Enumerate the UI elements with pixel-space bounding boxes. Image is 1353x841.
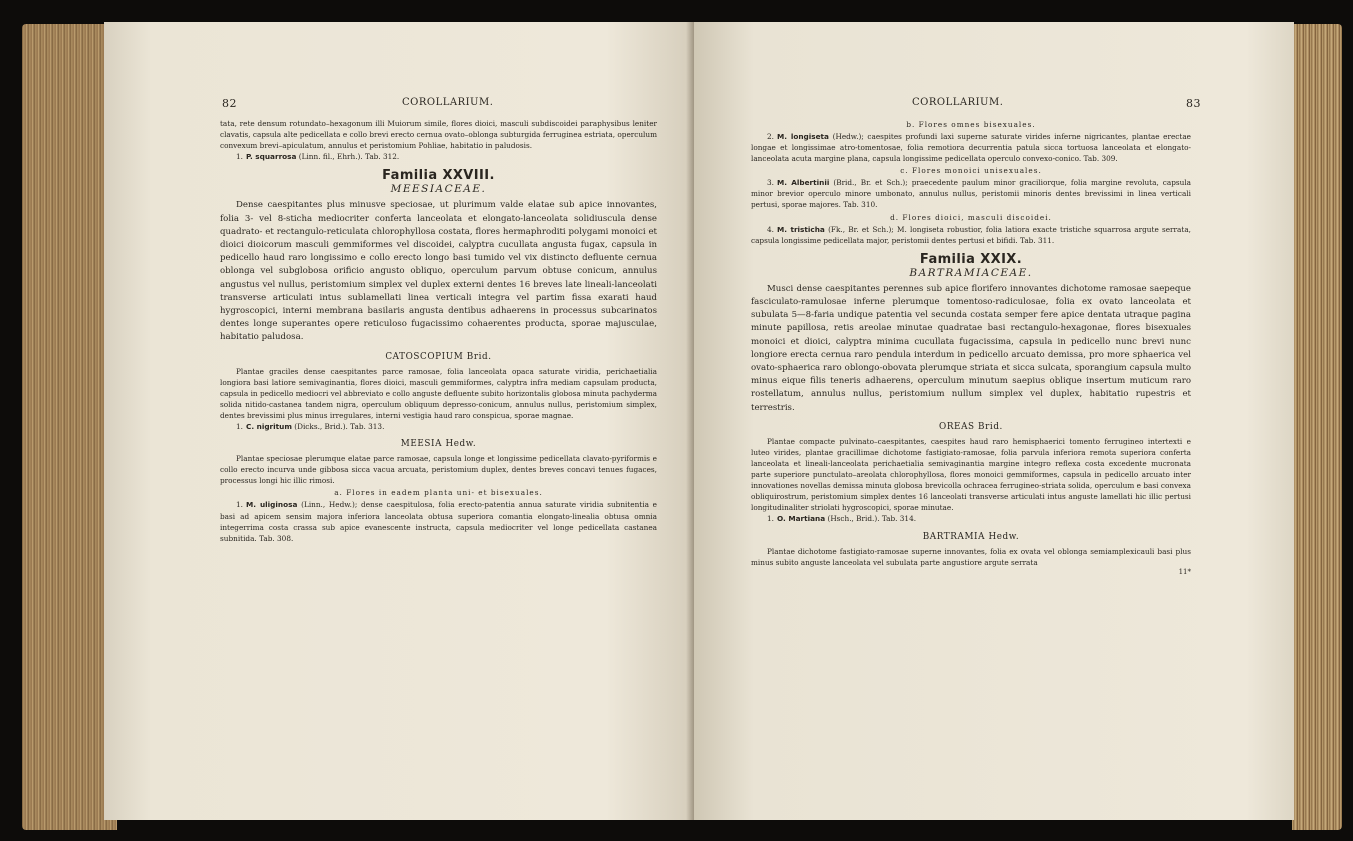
book-page-edges-left (22, 24, 117, 830)
species-entry (751, 131, 1191, 164)
species-number: 3. (767, 178, 774, 188)
running-head: COROLLARIUM. (402, 97, 494, 108)
species-details: (Dicks., Brid.). Tab. 313. (294, 422, 385, 432)
section-heading: a. Flores in eadem planta uni- et bisexuales. (334, 488, 543, 498)
running-head: COROLLARIUM. (912, 97, 1004, 108)
intro-text: tata, rete densum rotundato–hexagonum illi Muiorum simile, flores dioici, masculi subdiscoidei paraphysibus leniter clavatis, capsula alte pedicellata e collo brevi erecto cernua ovato–oblonga subturgida ferruginea estriata, operculum convexum brevi–apiculatum, annulus et peristomium Pohliae, habitatio in paludosis. (220, 119, 657, 151)
species-name: O. Martiana (776, 514, 826, 524)
page-number: 83 (1186, 97, 1201, 110)
genus-description: Plantae compacte pulvinato–caespitantes, caespites haud raro hemisphaerici tomento ferrugineo intertexti e luteo virides, plantae gracillimae dichotome fastigiato-ramosae, folia parvula inferiora remota superiora conferta lanceolata et lineali-lanceolata perichaetialia semivaginantia margine integro reflexa costa excedente mucronata parte superiore punctulato–areolata chlorophyllosa, flores monoici gemmiformes, capsula in pedicello arcuato inter innovationes novellas demissa minuta globosa brevicolla ochracea ferrugineo-striata solida, operculum e basi convexa obliquirostrum, peristomium simplex dentes 16 lanceolati transverse articulati intus anguste lamellati hic illic pertusi longitudinaliter striolati hygroscopici, sporae minutae. (751, 436, 1191, 513)
species-number: 1. (767, 514, 774, 524)
family-description: Musci dense caespitantes perennes sub apice florifero innovantes dichotome ramosae saepeque fasciculato-ramulosae inferne plerumque tomentoso-radiculosae, folia ex ovato lanceolata et subulata 5—8-faria undique patentia vel secunda costata semper fere apice dentata utraque pagina minute papillosa, retis areolae minutae quadratae basi rectangulo-hexagonae, flores bisexuales monoici et dioici, calyptra minima cucullata fugacissima, capsula in pedicello nunc brevi nunc longiore erecta cernua raro pendula interdum in pedicello arcuato demissa, pro more sphaerica vel ovato-sphaerica raro oblongo-obovata plerumque striata et sicca sulcata, sporangium capsula multo minus eique filis teneris adhaerens, operculum minutum saepius oblique insertum muticum raro rostellatum, annulus nullus, peristomium nullum simplex vel duplex, habitatio rupestris et terrestris. (751, 283, 1191, 413)
species-number: 4. (767, 224, 774, 234)
species-details: (Hsch., Brid.). Tab. 314. (827, 514, 917, 524)
species-name: M. uliginosa (245, 500, 298, 510)
species-entry (751, 513, 1191, 524)
species-details: (Linn., Hedw.); dense caespitulosa, folia erecto-patentia annua saturate viridia subnitentia e basi ad apicem sensim majora inferiora lanceolata obtusa superiora comantia elongato-linealia obtusa omnia integerrima costa crassa sub apice evanescente instructa, capsula mediocriter vel longe pedicellata castanea subnitida. Tab. 308. (220, 500, 657, 543)
family-title: Familia XXVIII. (382, 168, 495, 184)
section-heading: d. Flores dioici, masculi discoidei. (890, 212, 1052, 222)
species-name: M. tristicha (776, 224, 825, 234)
right-column (751, 118, 1191, 576)
species-entry (220, 421, 657, 432)
genus-heading: OREAS Brid. (939, 421, 1003, 432)
species-entry (751, 177, 1191, 210)
family-name: MEESIACEAE. (390, 183, 487, 196)
genus-description: Plantae graciles dense caespitantes parce ramosae, folia lanceolata opaca saturate viridia, perichaetialia longiora basi latiore semivaginantia, flores dioici, masculi gemmiformes, calyptra infra mediam capsulam producta, capsula in pedicello mediocri vel abbreviato e collo anguste defluente subito horizontalis globosa minuta pachyderma solida nitido-castanea tandem nigra, operculum obliquum depresso-conicum, annulus nullus, peristomium simplex, dentes brevissimi plus minus irregulares, interni vestigia haud raro conspicua, sporae magnae. (220, 366, 657, 420)
species-details: (Fk., Br. et Sch.); M. longiseta robustior, folia latiora exacte tristiche squarrosa argute serrata, capsula longissime pedicellata major, peristomii dentes pertusi et bifidi. Tab. 311. (751, 224, 1191, 245)
species-entry (220, 151, 657, 162)
genus-heading: BARTRAMIA Hedw. (922, 531, 1020, 542)
species-number: 1. (236, 422, 243, 432)
species-details: (Hedw.); caespites profundi laxi superne saturate virides inferne nigricantes, plantae erectae longae et longissimae atro-tomentosae, folia remotiora decurrentia patula sicca tortuosa lanceolata et elongato-lanceolata acuta margine plana, capsula longissime pedicellata operculo convexo-conico. Tab. 309. (751, 132, 1191, 164)
family-name: BARTRAMIACEAE. (909, 266, 1033, 279)
section-heading: c. Flores monoici unisexuales. (900, 166, 1042, 176)
section-heading: b. Flores omnes bisexuales. (906, 120, 1036, 129)
left-page (104, 22, 694, 820)
species-entry (751, 224, 1191, 246)
genus-description: Plantae dichotome fastigiato-ramosae superne innovantes, folia ex ovata vel oblonga semiamplexicauli basi plus minus subito anguste lanceolata vel subulata parte angustiore argute serrata (751, 546, 1191, 567)
left-column (220, 118, 657, 544)
signature-mark: 11* (1178, 567, 1191, 576)
species-details: (Linn. fil., Ehrh.). Tab. 312. (298, 152, 400, 162)
species-details: (Brid., Br. et Sch.); praecedente paulum minor graciliorque, folia margine revoluta, capsula minor brevior operculo minore umbonato, annulus nullus, peristomii minoris dentes brevissimi in linea verticali pertusi, sporae majores. Tab. 310. (751, 178, 1192, 210)
genus-heading: MEESIA Hedw. (400, 439, 477, 450)
right-page (694, 22, 1294, 820)
species-name: M. longiseta (776, 132, 829, 141)
species-number: 2. (767, 132, 774, 141)
book-page-edges-right (1292, 24, 1342, 830)
family-description: Dense caespitantes plus minusve speciosae, ut plurimum valde elatae sub apice innovantes, folia 3- vel 8-sticha mediocriter conferta lanceolata et elongato-lanceolata solidiuscula dense quadrato- et rectangulo-reticulata chlorophyllosa costata, flores hermaphroditi polygami monoici et dioici dioicorum masculi gemmiformes vel discoidei, calyptra cucullata angusta fugax, capsula in pedicello haud raro longissimo e collo erecto longo basi tumido vel vix distincto defluente cernua oblonga vel subglobosa orificio angusto obliquo, operculum parvum obtuse conicum, annulus angustus vel nullus, peristomium simplex vel duplex externi dentes 16 breves late lineali-lanceolati transverse articulati intus sublamellati linea verticali integra vel partim fissa exarati haud hygroscopici, interni membrana basilaris angusta dentibus adhaerens in processus subcarinatos dentes longe superantes opere reticuloso fugacissimo cohaerentes producta, sporae majusculae, habitatio paludosa. (220, 200, 657, 343)
species-entry (220, 499, 657, 543)
species-name: C. nigritum (245, 422, 292, 432)
species-name: P. squarrosa (245, 152, 297, 162)
genus-heading: CATOSCOPIUM Brid. (385, 351, 492, 362)
genus-description: Plantae speciosae plerumque elatae parce ramosae, capsula longe et longissime pedicellata clavato-pyriformis e collo erecto incurva unde gibbosa sicca vacua arcuata, peristomium duplex, dentes breves concavi tenues fugaces, processus longi hic illic rimosi. (220, 454, 657, 486)
family-title: Familia XXIX. (919, 251, 1023, 267)
species-name: M. Albertinii (776, 178, 830, 188)
species-number: 1. (236, 500, 243, 510)
species-number: 1. (236, 152, 243, 162)
page-number: 82 (222, 97, 237, 110)
